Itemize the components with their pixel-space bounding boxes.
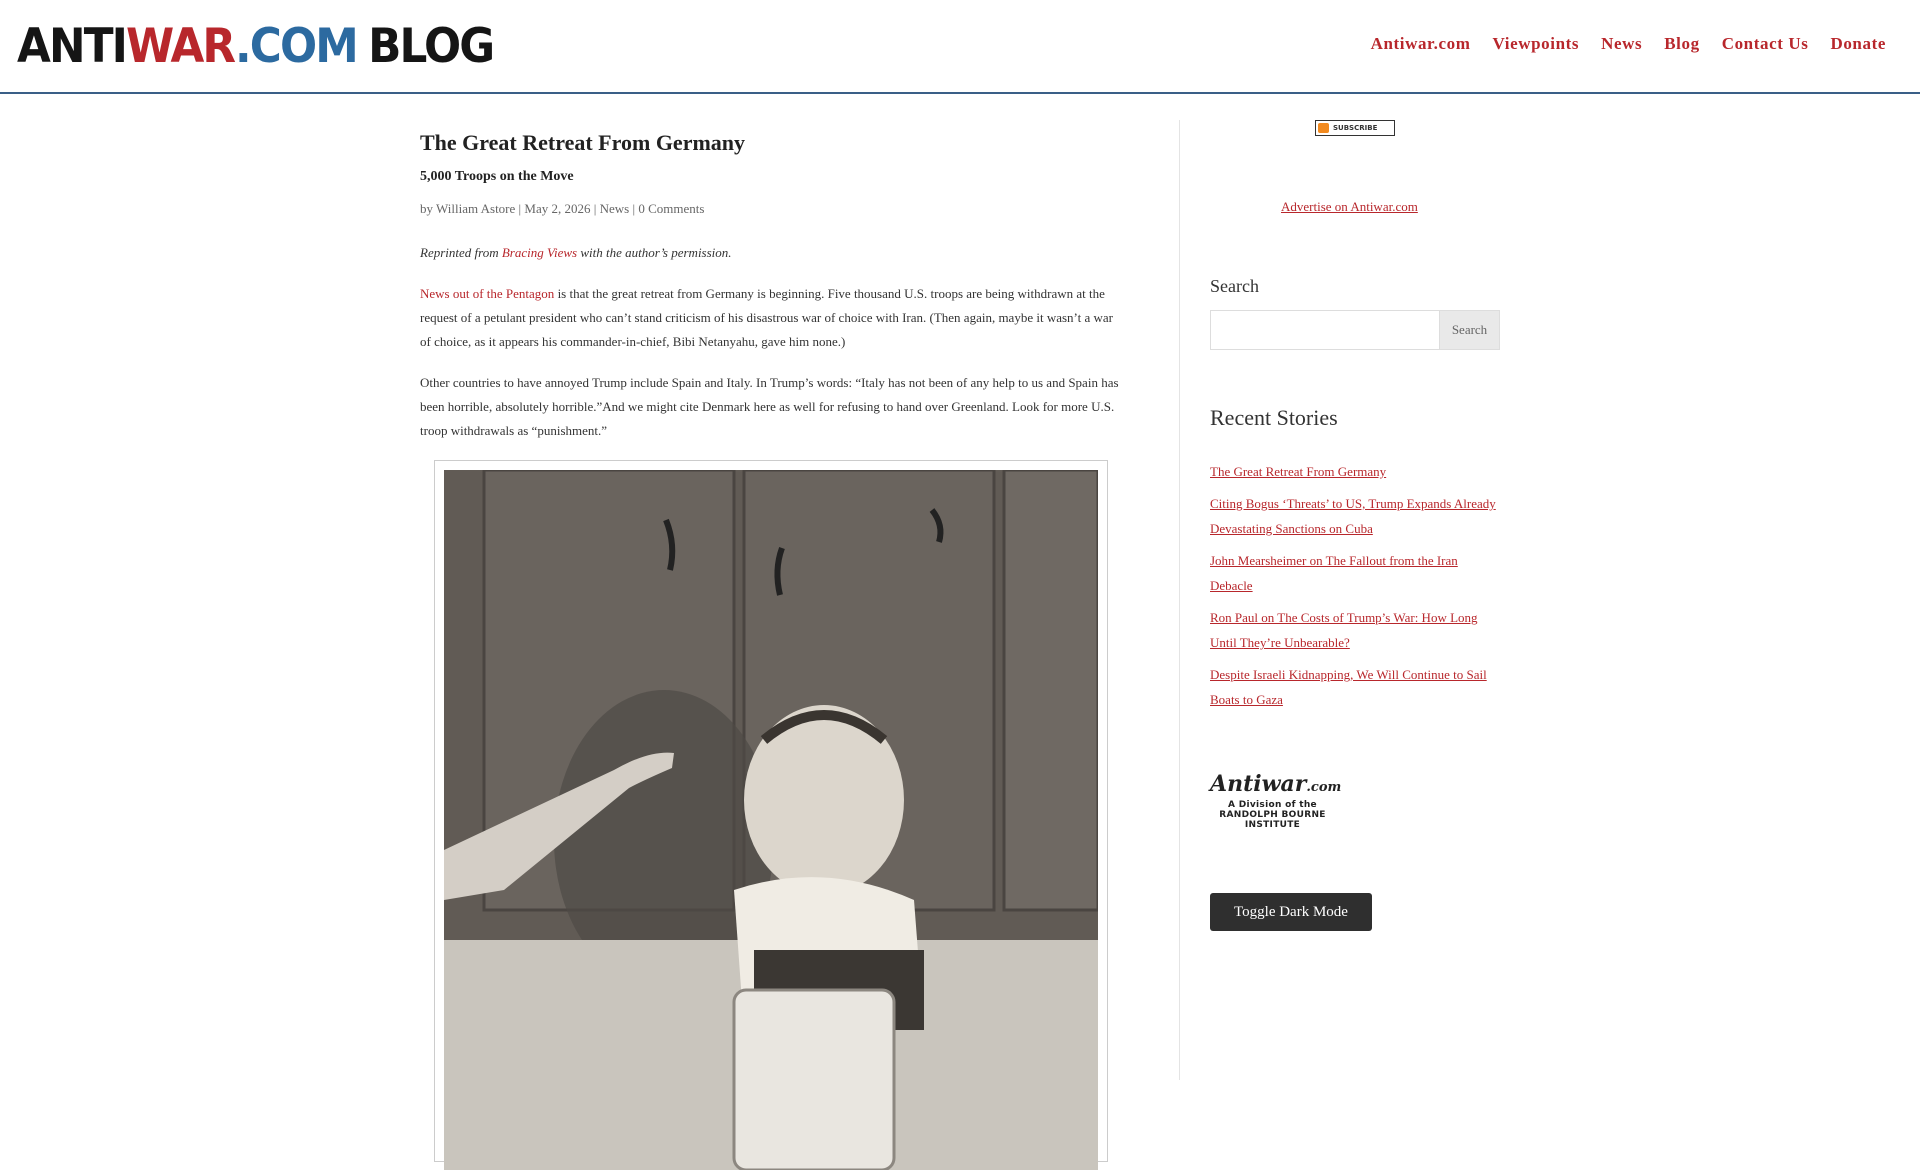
logo-blog: BLOG xyxy=(368,19,494,74)
paragraph-1 xyxy=(420,282,1120,354)
aw-logo-line1: A Division of the xyxy=(1228,800,1317,810)
recent-stories-list xyxy=(1210,459,1500,719)
paragraph-2: Other countries to have annoyed Trump include Spain and Italy. In Trump’s words: “Italy has not been of any help to us and Spain has been horrible, absolutely horrible.”And we might cite Denmark here as well for refusing to hand over Greenland. Look for more U.S. troop withdrawals as “punishment.” xyxy=(420,375,1119,438)
meta-by: by xyxy=(420,201,433,216)
aw-logo-line2: RANDOLPH BOURNE xyxy=(1219,810,1326,820)
aw-logo-name: Antiwar.com xyxy=(1210,771,1342,797)
search-button[interactable]: Search xyxy=(1439,311,1499,349)
logo-com: .COM xyxy=(235,19,357,74)
photo-illustration xyxy=(444,470,1098,1170)
nav-blog[interactable]: Blog xyxy=(1664,34,1700,53)
antiwar-rbi-logo[interactable] xyxy=(1210,772,1340,830)
article-title: The Great Retreat From Germany xyxy=(420,130,746,155)
meta-sep: | xyxy=(518,201,522,216)
recent-stories-heading: Recent Stories xyxy=(1210,405,1338,430)
logo-war: WAR xyxy=(126,19,236,74)
post-meta xyxy=(420,201,1120,217)
recent-story-link[interactable]: Citing Bogus ‘Threats’ to US, Trump Expands Already Devastating Sanctions on Cuba xyxy=(1210,496,1496,536)
rss-icon xyxy=(1318,123,1329,133)
site-logo[interactable] xyxy=(17,17,493,77)
article xyxy=(420,120,1120,460)
bracing-views-link[interactable]: Bracing Views xyxy=(501,245,578,260)
recent-story-link[interactable]: Ron Paul on The Costs of Trump’s War: How Long Until They’re Unbearable? xyxy=(1210,610,1478,650)
search-input[interactable] xyxy=(1211,311,1439,349)
article-figure xyxy=(434,460,1108,1162)
search-form xyxy=(1210,310,1500,350)
article-body xyxy=(420,241,1120,443)
reprint-post: with the author’s permission. xyxy=(577,245,732,260)
post-date: May 2, 2026 xyxy=(524,201,591,216)
article-subtitle: 5,000 Troops on the Move xyxy=(420,169,574,184)
toggle-dark-mode-button[interactable]: Toggle Dark Mode xyxy=(1210,893,1372,931)
nav-news[interactable]: News xyxy=(1601,34,1643,53)
meta-sep: | xyxy=(593,201,597,216)
nav-donate[interactable]: Donate xyxy=(1830,34,1886,53)
recent-story-link[interactable]: Despite Israeli Kidnapping, We Will Continue to Sail Boats to Gaza xyxy=(1210,667,1487,707)
column-divider xyxy=(1179,120,1180,1080)
nav-antiwar[interactable]: Antiwar.com xyxy=(1370,34,1471,53)
reprint-pre: Reprinted from xyxy=(420,245,502,260)
article-photo xyxy=(444,470,1098,1170)
nav-viewpoints[interactable]: Viewpoints xyxy=(1492,34,1580,53)
category-link[interactable]: News xyxy=(599,201,630,216)
paragraph-1-text: is that the great retreat from Germany is beginning. Five thousand U.S. troops are being withdrawn at the request of a petulant president who can’t stand criticism of his disastrous war of choice with Iran. (Then again, maybe it wasn’t a war of choice, as it appears his commander-in-chief, Bibi Netanyahu, gave him none.) xyxy=(420,286,1114,349)
comments-link[interactable]: 0 Comments xyxy=(638,201,705,216)
pentagon-news-link[interactable]: News out of the Pentagon xyxy=(420,286,555,301)
subscribe-label: SUBSCRIBE xyxy=(1333,124,1378,132)
recent-story-link[interactable]: John Mearsheimer on The Fallout from the Iran Debacle xyxy=(1210,553,1458,593)
main-nav xyxy=(1371,34,1886,54)
rss-subscribe-button[interactable] xyxy=(1315,120,1395,136)
aw-logo-line3: INSTITUTE xyxy=(1244,820,1301,830)
reprint-note xyxy=(420,241,1120,265)
advertise-link[interactable]: Advertise on Antiwar.com xyxy=(1281,199,1418,214)
recent-story-link[interactable]: The Great Retreat From Germany xyxy=(1210,464,1387,479)
search-heading: Search xyxy=(1210,276,1259,296)
logo-anti: ANTI xyxy=(17,19,127,74)
meta-sep: | xyxy=(632,201,636,216)
site-header xyxy=(0,0,1920,94)
nav-contact-us[interactable]: Contact Us xyxy=(1721,34,1809,53)
author-link[interactable]: William Astore xyxy=(436,201,516,216)
